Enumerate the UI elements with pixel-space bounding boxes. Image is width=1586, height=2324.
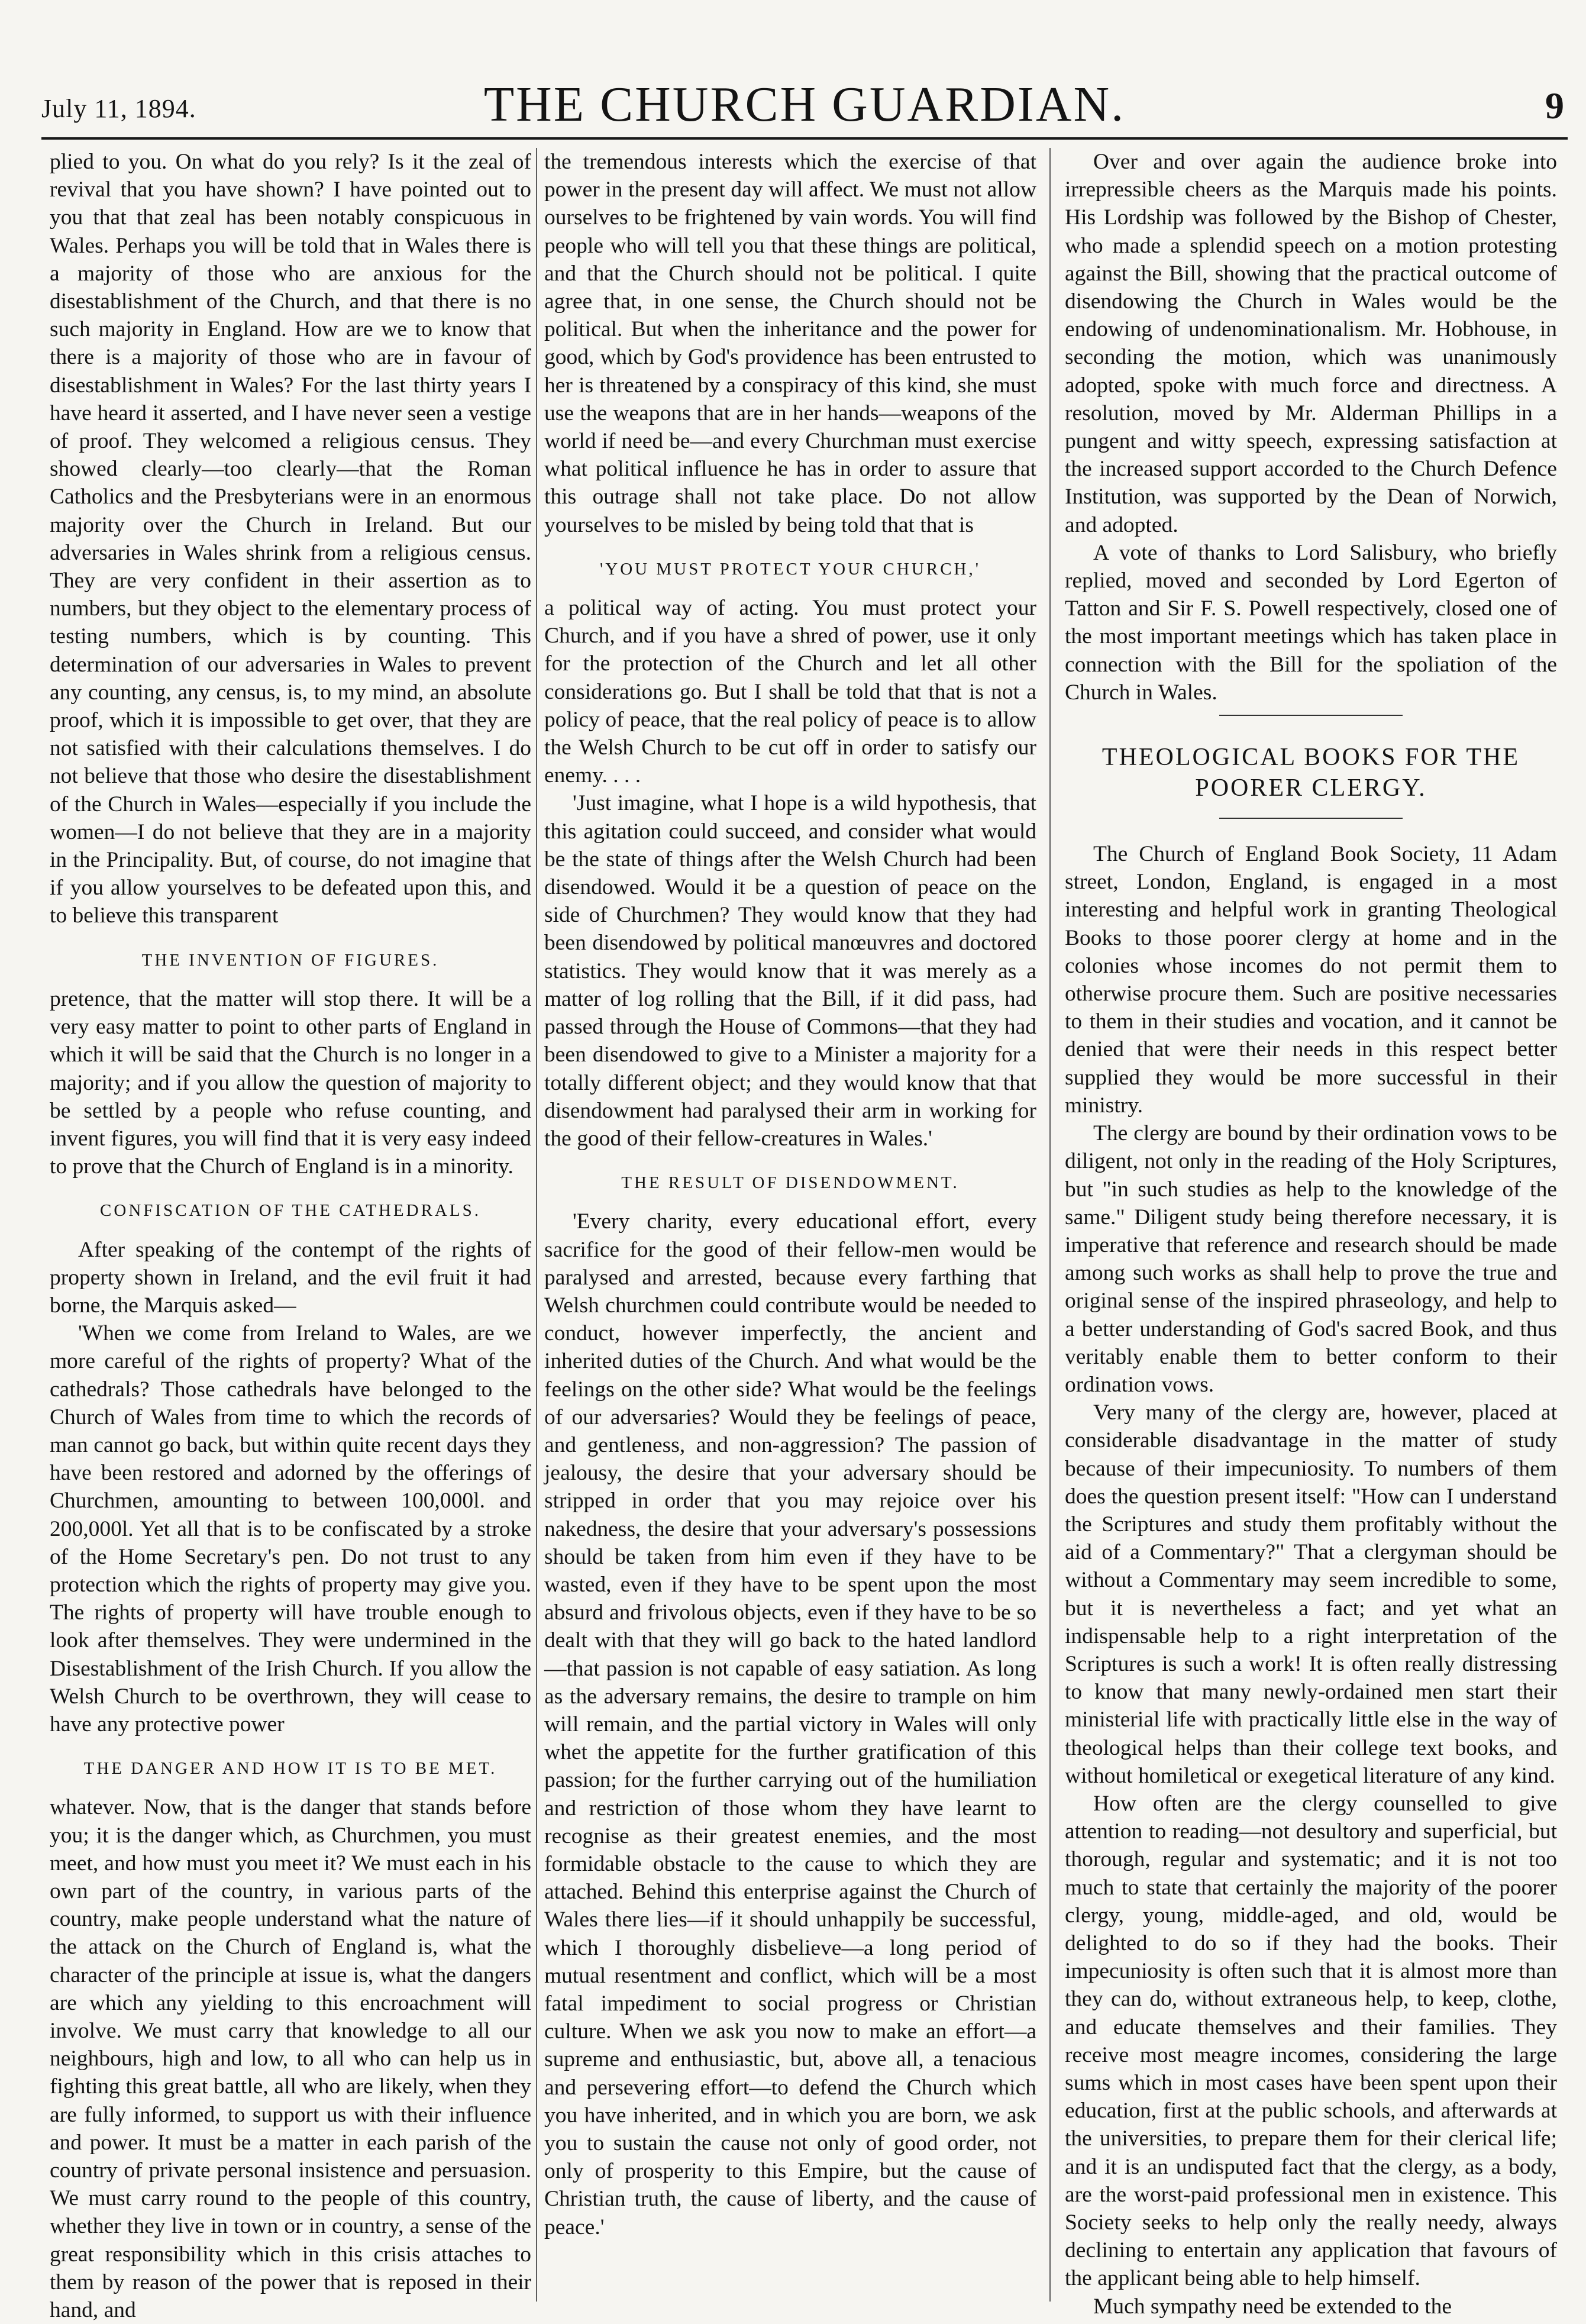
page-number: 9 bbox=[1545, 85, 1564, 127]
issue-date: July 11, 1894. bbox=[41, 94, 196, 123]
paragraph: After speaking of the contempt of the rights of property shown in Ireland, and the evil fruit it had borne, the Marquis asked— bbox=[50, 1237, 531, 1318]
paragraph: How often are the clergy counselled to give attention to reading—not desultory and superficial, but thorough, regular and systematic; and it is not too much to state that certainly the majority of the poorer clergy, young, middle-aged, and old, would be delighted to do so if they had the books. Their impecuniosity is often such that it is almost more than they can do, without extraneous help, to keep, clothe, and educate themselves and their families. They receive most meagre incomes, considering the large sums which in most cases have been spent upon their education, first at the public schools, and afterwards at the universities, to prepare them for their clerical life; and it is an undisputed fact that the clergy, as a body, are the worst-paid professional men in existence. This Society seeks to help only the really needy, always declining to entertain any application that favours of the applicant being able to help himself. bbox=[1065, 1791, 1557, 2291]
paragraph: 'When we come from Ireland to Wales, are we more careful of the rights of property? What of the cathedrals? Those cathedrals have belonged to the Church of Wales from time to which the records of man cannot go back, but within quite recent days they have been restored and adorned by the offerings of Churchmen, amounting to between 100,000l. and 200,000l. Yet all that is to be confiscated by a stroke of the Home Secretary's pen. Do not trust to any protection which the rights of property may give you. The rights of property will have trouble enough to look after themselves. They were undermined in the Disestablishment of the Irish Church. If you allow the Welsh Church to be overthrown, they will cease to have any protective power bbox=[50, 1321, 531, 1736]
paragraph: The Church of England Book Society, 11 Adam street, London, England, is engaged in a most interesting and helpful work in granting Theological Books to those poorer clergy at home and in the colonies whose incomes do not permit them to otherwise procure them. Such are positive necessaries to them in their studies and vocation, and it cannot be denied that were their needs in this respect better supplied they would be more successful in their ministry. bbox=[1065, 842, 1557, 1118]
section-heading: THE INVENTION OF FIGURES. bbox=[141, 950, 440, 970]
column-2 bbox=[544, 148, 1036, 2302]
column-1 bbox=[50, 148, 531, 2323]
paragraph: a political way of acting. You must protect your Church, and if you have a shred of power, use it only for the protection of the Church and let all other considerations go. But I shall be told that that is not a policy of peace, that the real policy of peace is to allow the Welsh Church to be cut off in order to satisfy our enemy. . . . bbox=[544, 596, 1036, 788]
paragraph: Much sympathy need be extended to the bbox=[1093, 2294, 1452, 2319]
column-divider bbox=[536, 148, 537, 2302]
section-heading: CONFISCATION OF THE CATHEDRALS. bbox=[100, 1201, 481, 1221]
column-divider bbox=[1049, 148, 1051, 2302]
paragraph: 'Just imagine, what I hope is a wild hypothesis, that this agitation could succeed, and consider what would be the state of things after the Welsh Church had been disendowed. Would it be a question of peace on the side of Churchmen? They would know that they had been disendowed by political manœuvres and doctored statistics. They would know that it was merely as a matter of log rolling that the Bill, if it did pass, had passed through the House of Commons—that they had been disendowed to give to a Minister a majority for a totally different object; and they would know that that disendowment had paralysed their arm in working for the good of their fellow-creatures in Wales.' bbox=[544, 791, 1036, 1151]
article-heading: THEOLOGICAL BOOKS FOR THE POORER CLERGY. bbox=[1102, 744, 1520, 802]
section-heading: 'YOU MUST PROTECT YOUR CHURCH,' bbox=[600, 559, 981, 579]
newspaper-title: THE CHURCH GUARDIAN. bbox=[483, 77, 1126, 132]
section-heading: THE DANGER AND HOW IT IS TO BE MET. bbox=[83, 1759, 498, 1778]
section-heading: THE RESULT OF DISENDOWMENT. bbox=[621, 1173, 960, 1193]
masthead-rule bbox=[41, 137, 1568, 140]
masthead bbox=[41, 76, 1568, 141]
divider bbox=[1219, 818, 1403, 819]
divider bbox=[1219, 715, 1403, 716]
paragraph: The clergy are bound by their ordination vows to be diligent, not only in the reading of the Holy Scriptures, but "in such studies as help to the knowledge of the same." Diligent study being therefore necessary, it is imperative that reference and research should be made among such works as shall help to prove the true and original sense of the inspired phraseology, and help to a better understanding of God's sacred Book, and thus veritably enable them to better conform to their ordination vows. bbox=[1065, 1121, 1557, 1397]
paragraph: 'Every charity, every educational effort, every sacrifice for the good of their fellow-men would be paralysed and arrested, because every farthing that Welsh churchmen could contribute would be needed to conduct, however imperfectly, the ancient and inherited duties of the Church. And what would be the feelings on the other side? What would be the feelings of our adversaries? Would they be feelings of peace, and gentleness, and non-aggression? The passion of jealousy, the desire that your adversary should be stripped in order that you may rejoice over his nakedness, the desire that your adversary's possessions should be taken from him even if they have to be wasted, even if they have to be spent upon the most absurd and frivolous objects, even if they have to be so dealt with that they will go back to the hated landlord—that passion is not capable of easy satiation. As long as the adversary remains, the desire to trample on him will remain, and the partial victory in Wales will only whet the appetite for the further gratification of this passion; for the further carrying out of the humiliation and restriction of those whom they have learnt to recognise as their greatest enemies, and the most formidable obstacle to the cause to which they are attached. Behind this enterprise against the Church of Wales there lies—if it should unhappily be successful, which I thoroughly disbelieve—a long period of mutual resentment and conflict, which will be a most fatal impediment to social progress or Christian culture. When we ask you now to make an effort—a supreme and enthusiastic, but, above all, a tenacious and persevering effort—to defend the Church which you have inherited, and in which you are born, we ask you to sustain the cause not only of good order, not only of prosperity to this Empire, but the cause of Christian truth, the cause of liberty, and the cause of peace.' bbox=[544, 1209, 1036, 2239]
paragraph: plied to you. On what do you rely? Is it the zeal of revival that you have shown? I have pointed out to you that that zeal has been notably conspicuous in Wales. Perhaps you will be told that in Wales there is a majority of those who are anxious for the disestablishment of the Church, and that there is no such majority in England. How are we to know that there is a majority of those who are in favour of disestablishment in Wales? For the last thirty years I have heard it asserted, and I have never seen a vestige of proof. They welcomed a religious census. They showed clearly—too clearly—that the Roman Catholics and the Presbyterians were in an enormous majority over the Church in Ireland. But our adversaries in Wales shrink from a religious census. They are very confident in their assertion as to numbers, but they object to the elementary process of testing numbers, which is by counting. This determination of our adversaries in Wales to prevent any counting, any census, is, to my mind, an absolute proof, which it is impossible to get over, that they are not satisfied with their calculations themselves. I do not believe that those who desire the disestablishment of the Church in Wales—especially if you include the women—I do not believe that they are in a majority in the Principality. But, of course, do not imagine that if you allow yourselves to be defeated upon this, and to believe this transparent bbox=[50, 150, 531, 928]
paragraph: Over and over again the audience broke into irrepressible cheers as the Marquis made his points. His Lordship was followed by the Bishop of Chester, who made a splendid speech on a motion protesting against the Bill, showing that the practical outcome of disendowing the Church in Wales would be the endowing of undenominationalism. Mr. Hobhouse, in seconding the motion, which was unanimously adopted, spoke with much force and directness. A resolution, moved by Mr. Alderman Phillips in a pungent and witty speech, expressing satisfaction at the increased support accorded to the Church Defence Institution, was supported by the Dean of Norwich, and adopted. bbox=[1065, 150, 1557, 537]
paragraph: A vote of thanks to Lord Salisbury, who briefly replied, moved and seconded by Lord Egerton of Tatton and Sir F. S. Powell respectively, closed one of the most important meetings which has taken place in connection with the Bill for the spoliation of the Church in Wales. bbox=[1065, 540, 1557, 705]
paragraph: the tremendous interests which the exercise of that power in the present day will affect. We must not allow ourselves to be frightened by vain words. You will find people who will tell you that these things are political, and that the Church should not be political. I quite agree that, in one sense, the Church should not be political. But when the inheritance and the power for good, which by God's providence has been entrusted to her is threatened by a conspiracy of this kind, she must use the weapons that are in her hands—weapons of the world if need be—and every Churchman must exercise what political influence he has in order to assure that this outrage shall not take place. Do not allow yourselves to be misled by being told that that is bbox=[544, 150, 1036, 537]
paragraph: whatever. Now, that is the danger that stands before you; it is the danger which, as Churchmen, you must meet, and how must you meet it? We must each in his own part of the country, in various parts of the country, make people understand what the nature of the attack on the Church of England is, what the character of the principle at issue is, what the dangers are which any yielding to this encroachment will involve. We must carry that knowledge to all our neighbours, high and low, to all who can help us in fighting this great battle, all who are likely, when they are fully informed, to support us with their influence and power. It must be a matter in each parish of the country of private personal insistence and persuasion. We must carry round to the people of this country, whether they live in town or in country, a sense of the great responsibility which in this crisis attaches to them by reason of the power that is reposed in their hand, and bbox=[50, 1795, 531, 2323]
paragraph: pretence, that the matter will stop there. It will be a very easy matter to point to other parts of England in which it will be said that the Church is no longer in a majority; and if you allow the question of majority to be settled by a people who refuse counting, and invent figures, you will find that it is very easy indeed to prove that the Church of England is in a minority. bbox=[50, 986, 531, 1179]
paragraph: Very many of the clergy are, however, placed at considerable disadvantage in the matter of study because of their impecuniosity. To numbers of them does the question present itself: "How can I understand the Scriptures and study them profitably without the aid of a Commentary?" That a clergyman should be without a Commentary may seem incredible to some, but it is nevertheless a fact; and yet what an indispensable help to a right interpretation of the Scriptures is such a work! It is often really distressing to know that many newly-ordained men start their ministerial life with practically little else in the way of theological helps than their college text books, and without homiletical or exegetical literature of any kind. bbox=[1065, 1400, 1557, 1788]
column-3 bbox=[1065, 148, 1557, 2319]
